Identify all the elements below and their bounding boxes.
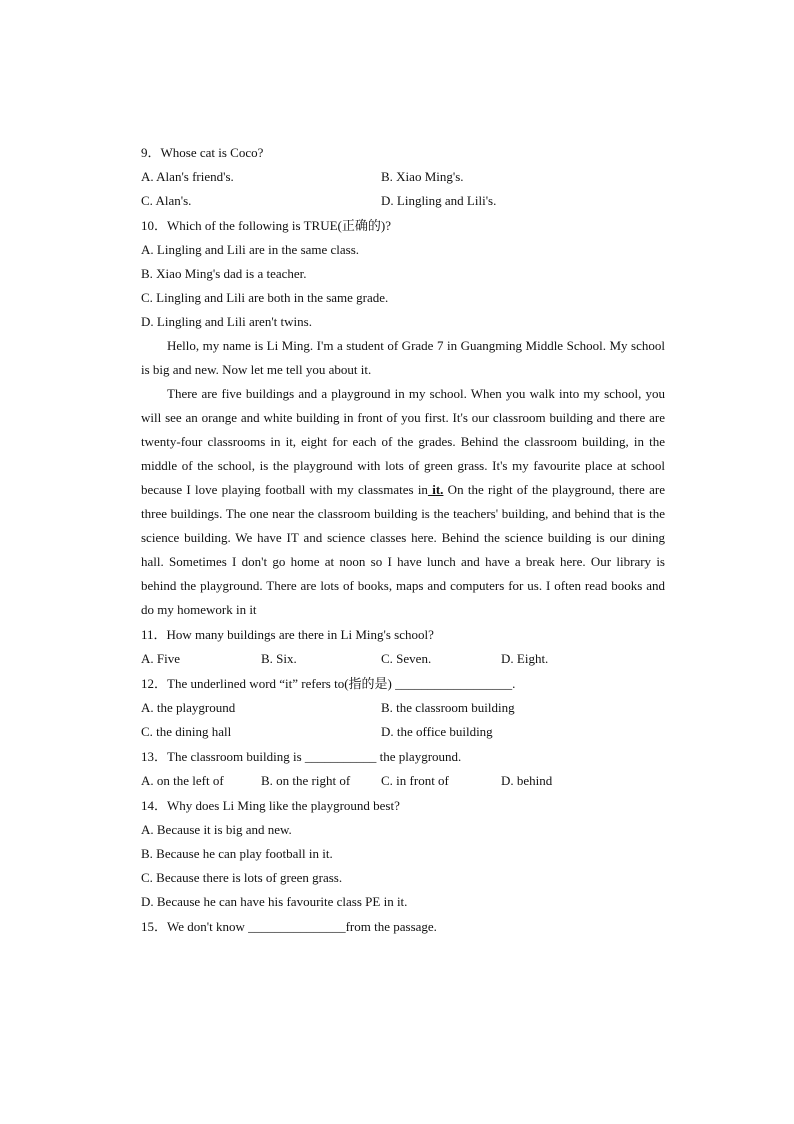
question-15-stem: 15．We don't know _______________from the passage. xyxy=(141,919,437,934)
question-10-stem: 10．Which of the following is TRUE(正确的)? xyxy=(141,218,391,233)
question-9-option-d: D. Lingling and Lili's. xyxy=(381,193,497,208)
question-14-stem: 14．Why does Li Ming like the playground best? xyxy=(141,798,400,813)
question-12-option-c: C. the dining hall xyxy=(141,724,232,739)
question-9-option-a: A. Alan's friend's. xyxy=(141,169,234,184)
question-13-option-a: A. on the left of xyxy=(141,773,224,788)
worksheet-page xyxy=(141,140,665,939)
question-9-option-b: B. Xiao Ming's. xyxy=(381,169,464,184)
question-13-options xyxy=(141,769,665,793)
question-11-option-b: B. Six. xyxy=(261,651,297,666)
question-12-options-row-1 xyxy=(141,696,665,720)
question-9-options-row-1 xyxy=(141,165,665,189)
question-13-option-c: C. in front of xyxy=(381,773,449,788)
question-14-option-d: D. Because he can have his favourite class PE in it. xyxy=(141,894,408,909)
question-14-option-c: C. Because there is lots of green grass. xyxy=(141,870,343,885)
question-13-option-d: D. behind xyxy=(501,773,553,788)
question-13-stem: 13．The classroom building is ___________ the playground. xyxy=(141,749,462,764)
question-10-option-b: B. Xiao Ming's dad is a teacher. xyxy=(141,266,307,281)
question-12-option-d: D. the office building xyxy=(381,724,493,739)
question-14-option-b: B. Because he can play football in it. xyxy=(141,846,333,861)
question-9-options-row-2 xyxy=(141,189,665,213)
underlined-word-it: it. xyxy=(427,482,444,497)
question-12-stem: 12．The underlined word “it” refers to(指的是) __________________. xyxy=(141,676,516,691)
question-14-option-a: A. Because it is big and new. xyxy=(141,822,292,837)
question-11-option-d: D. Eight. xyxy=(501,651,549,666)
question-13-option-b: B. on the right of xyxy=(261,773,351,788)
passage-paragraph-1: Hello, my name is Li Ming. I'm a student of Grade 7 in Guangming Middle School. My school is big and new. Now let me tell you about it. xyxy=(141,338,665,377)
question-9-stem: 9．Whose cat is Coco? xyxy=(141,145,264,160)
question-12-option-b: B. the classroom building xyxy=(381,700,515,715)
question-10-option-c: C. Lingling and Lili are both in the same grade. xyxy=(141,290,389,305)
question-12-option-a: A. the playground xyxy=(141,700,236,715)
passage-paragraph-2-part-1: There are five buildings and a playground in my school. When you walk into my school, you will see an orange and white building in front of you first. It's our classroom building and there are twenty-four classrooms in it, eight for each of the grades. Behind the classroom building, in the middle of the school, is the playground with lots of green grass. It's my favourite place at school because I love playing football with my classmates in xyxy=(141,386,665,497)
passage-paragraph-2-part-2: On the right of the playground, there are three buildings. The one near the classroom building is the teachers' building, and behind that is the science building. We have IT and science classes here. Behind the science building is our dining hall. Sometimes I don't go home at noon so I have lunch and have a break here. Our library is behind the playground. There are lots of books, maps and computers for us. I often read books and do my homework in it xyxy=(141,482,665,617)
question-9-option-c: C. Alan's. xyxy=(141,193,192,208)
question-10-option-d: D. Lingling and Lili aren't twins. xyxy=(141,314,312,329)
question-12-options-row-2 xyxy=(141,720,665,744)
question-11-option-c: C. Seven. xyxy=(381,651,432,666)
question-11-options xyxy=(141,647,665,671)
question-11-stem: 11．How many buildings are there in Li Ming's school? xyxy=(141,627,434,642)
passage-paragraph-2 xyxy=(141,382,665,622)
question-11-option-a: A. Five xyxy=(141,651,180,666)
question-10-option-a: A. Lingling and Lili are in the same class. xyxy=(141,242,360,257)
